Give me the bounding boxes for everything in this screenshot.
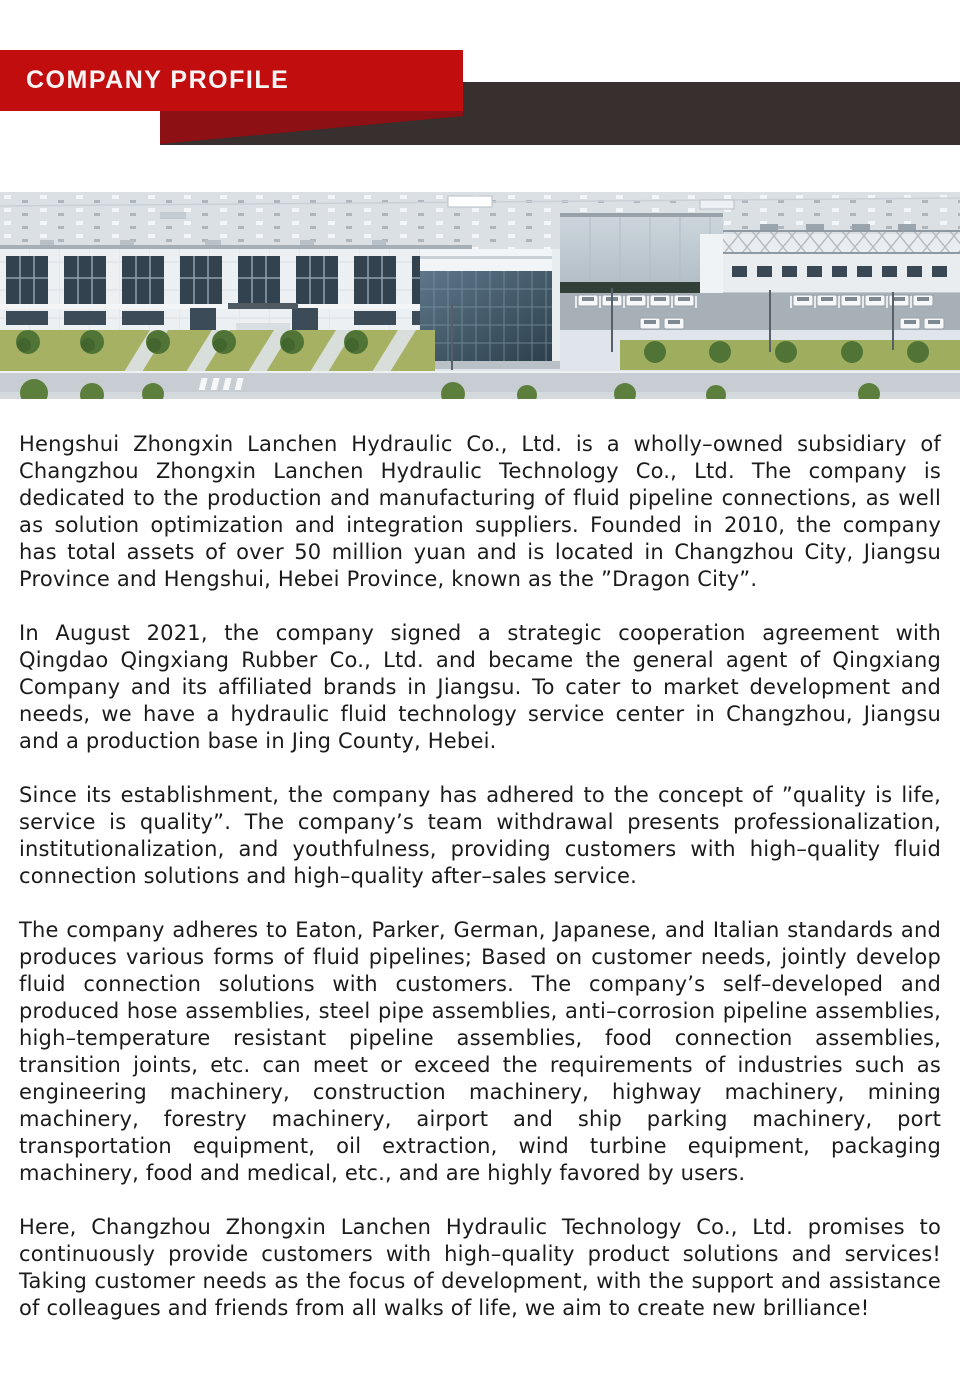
right-factory-building: [700, 224, 960, 300]
profile-paragraph-4: The company adheres to Eaton, Parker, German, Japanese, and Italian standards and produces various forms of fluid pipelines; Based on customer needs, jointly develop fluid connection solutions with customers. The company’s self–developed and produced hose assemblies, steel pipe assemblies, anti–corrosion pipeline assemblies, high–temperature resistant pipeline assemblies, food connection assemblies, transition joints, etc. can meet or exceed the requirements of industries such as engineering machinery, construction machinery, highway machinery, mining machinery, forestry machinery, airport and ship parking machinery, port transportation equipment, oil extraction, wind turbine equipment, packaging machinery, food and medical, etc., and are highly favored by users.: [19, 918, 941, 1185]
company-photo: [0, 192, 960, 399]
glass-atrium-building: [420, 249, 560, 369]
page-title: COMPANY PROFILE: [26, 66, 290, 94]
profile-paragraph-5: Here, Changzhou Zhongxin Lanchen Hydraulic Technology Co., Ltd. promises to continuously provide customers with high–quality product solutions and services! Taking customer needs as the focus of development, with the support and assistance of colleagues and friends from all walks of life, we aim to create new brilliance!: [19, 1215, 941, 1320]
profile-paragraph-1: Hengshui Zhongxin Lanchen Hydraulic Co., Ltd. is a wholly–owned subsidiary of Changzhou Zhongxin Lanchen Hydraulic Technology Co., Ltd. The company is dedicated to the production and manufacturing of fluid pipeline connections, as well as solution optimization and integration suppliers. Founded in 2010, the company has total assets of over 50 million yuan and is located in Changzhou City, Jiangsu Province and Hengshui, Hebei Province, known as the ”Dragon City”.: [19, 432, 941, 591]
header-ribbon: [0, 50, 463, 111]
profile-text: [0, 399, 960, 1349]
profile-paragraph-2: In August 2021, the company signed a strategic cooperation agreement with Qingdao Qingxiang Rubber Co., Ltd. and became the general agent of Qingxiang Company and its affiliated brands in Jiangsu. To cater to market development and needs, we have a hydraulic fluid technology service center in Changzhou, Jiangsu and a production base in Jing County, Hebei.: [19, 621, 941, 753]
profile-paragraph-3: Since its establishment, the company has adhered to the concept of ”quality is life, service is quality”. The company’s team withdrawal presents professionalization, institutionalization, and youthfulness, providing customers with high–quality fluid connection solutions and high–quality after–sales service.: [19, 783, 941, 888]
factory-campus-aerial-photo: [0, 192, 960, 399]
left-factory-building: [0, 240, 472, 330]
